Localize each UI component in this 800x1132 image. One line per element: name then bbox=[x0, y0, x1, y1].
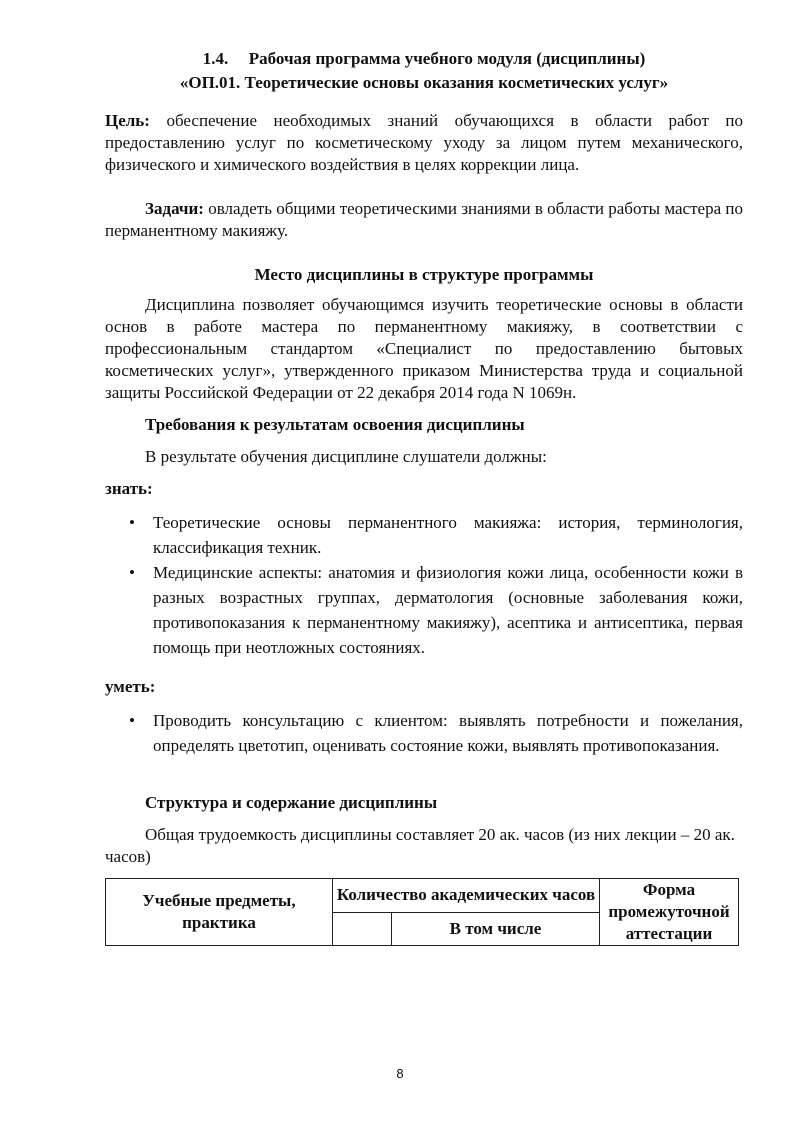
document-page bbox=[105, 48, 743, 946]
list-item: • Теоретические основы перманентного макияжа: история, терминология, классификация техник. bbox=[105, 510, 743, 560]
structure-text: Общая трудоемкость дисциплины составляет 20 ак. часов (из них лекции – 20 ак. часов) bbox=[105, 825, 735, 866]
tasks-paragraph bbox=[105, 198, 743, 242]
goal-text: обеспечение необходимых знаний обучающихся в области работ по предоставлению услуг по косметическому уходу за лицом путем механического, физического и химического воздействия в целях коррекции лица. bbox=[105, 111, 743, 174]
table-row bbox=[106, 879, 739, 913]
tasks-label: Задачи: bbox=[145, 199, 204, 218]
section-title-line1: Рабочая программа учебного модуля (дисциплины) bbox=[248, 49, 646, 68]
table-header-hours: Количество академических часов bbox=[333, 879, 600, 913]
section-subtitle: «ОП.01. Теоретические основы оказания косметических услуг» bbox=[179, 73, 669, 92]
table-header-attestation: Форма промежуточной аттестации bbox=[600, 879, 739, 946]
table-cell-empty bbox=[333, 912, 392, 946]
table-header-subjects: Учебные предметы, практика bbox=[106, 879, 333, 946]
section-number: 1.4. bbox=[202, 49, 229, 68]
list-item: • Проводить консультацию с клиентом: выявлять потребности и пожелания, определять цветотип, оценивать состояние кожи, выявлять противопоказания. bbox=[105, 708, 743, 758]
goal-label: Цель: bbox=[105, 111, 150, 130]
structure-heading: Структура и содержание дисциплины bbox=[145, 793, 438, 812]
can-list bbox=[105, 708, 743, 758]
can-label: уметь: bbox=[105, 677, 156, 696]
page-number: 8 bbox=[396, 1066, 404, 1081]
tasks-text: овладеть общими теоретическими знаниями в области работы мастера по перманентному макияжу. bbox=[105, 199, 744, 240]
requirements-heading: Требования к результатам освоения дисциплины bbox=[145, 415, 525, 434]
table-header-including: В том числе bbox=[392, 912, 600, 946]
hours-table bbox=[105, 878, 739, 946]
know-label: знать: bbox=[105, 479, 153, 498]
know-list bbox=[105, 510, 743, 660]
place-heading: Место дисциплины в структуре программы bbox=[254, 265, 594, 284]
list-item: • Медицинские аспекты: анатомия и физиология кожи лица, особенности кожи в разных возрастных группах, дерматология (основные заболевания кожи, противопоказания к перманентному макияжу), асептика и антисептика, первая помощь при неотложных состояниях. bbox=[105, 560, 743, 660]
place-text: Дисциплина позволяет обучающимся изучить теоретические основы в области основ в работе мастера по перманентному макияжу, в соответствии с профессиональным стандартом «Специалист по предоставлению бытовых косметических услуг», утвержденного приказом Министерства труда и социальной защиты Российской Федерации от 22 декабря 2014 года N 1069н. bbox=[105, 295, 743, 402]
section-title bbox=[105, 48, 743, 70]
requirements-intro: В результате обучения дисциплине слушатели должны: bbox=[145, 447, 547, 466]
goal-paragraph bbox=[105, 110, 743, 176]
